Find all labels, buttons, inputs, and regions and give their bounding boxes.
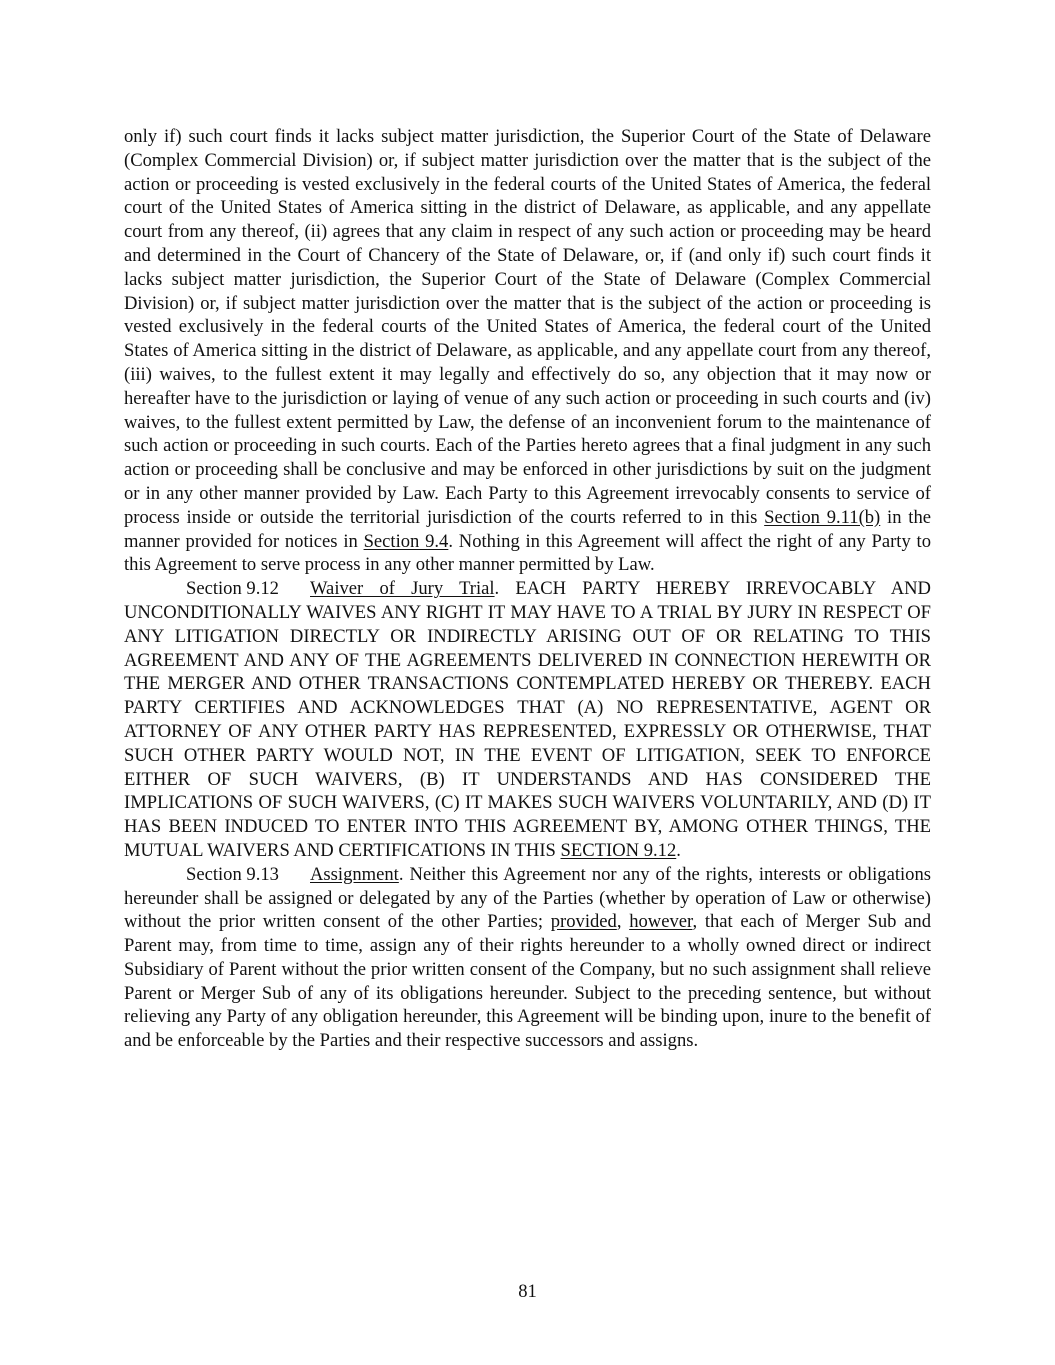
however-term: however: [629, 911, 693, 933]
section-9-12-reference: SECTION 9.12: [560, 839, 677, 861]
section-body: . EACH PARTY HEREBY IRREVOCABLY AND UNCONDITIONALLY WAIVES ANY RIGHT IT MAY HAVE TO A TRIAL BY JURY IN RESPECT OF ANY LITIGATION DIRECTLY OR INDIRECTLY ARISING OUT OF OR RELATING TO THIS AGREEMENT AND ANY OF THE AGREEMENTS DELIVERED IN CONNECTION HEREWITH OR THE MERGER AND OTHER TRANSACTIONS CONTEMPLATED HEREBY OR THEREBY. EACH PARTY CERTIFIES AND ACKNOWLEDGES THAT (A) NO REPRESENTATIVE, AGENT OR ATTORNEY OF ANY OTHER PARTY HAS REPRESENTED, EXPRESSLY OR OTHERWISE, THAT SUCH OTHER PARTY WOULD NOT, IN THE EVENT OF LITIGATION, SEEK TO ENFORCE EITHER OF SUCH WAIVERS, (B) IT UNDERSTANDS AND HAS CONSIDERED THE IMPLICATIONS OF SUCH WAIVERS, (C) IT MAKES SUCH WAIVERS VOLUNTARILY, AND (D) IT HAS BEEN INDUCED TO ENTER INTO THIS AGREEMENT BY, AMONG OTHER THINGS, THE MUTUAL WAIVERS AND CERTIFICATIONS IN THIS: [124, 578, 931, 861]
page-number: 81: [518, 1281, 537, 1302]
section-number: Section 9.13: [186, 863, 279, 885]
paragraph-text: only if) such court finds it lacks subject matter jurisdiction, the Superior Court of the State of Delaware (Complex Commercial Division) or, if subject matter jurisdiction over the matter that is the subject of the action or proceeding is vested exclusively in the federal courts of the United States of America, the federal court of the United States of America sitting in the district of Delaware, as applicable, and any appellate court from any thereof, (ii) agrees that any claim in respect of any such action or proceeding may be heard and determined in the Court of Chancery of the State of Delaware, or, if (and only if) such court finds it lacks subject matter jurisdiction, the Superior Court of the State of Delaware (Complex Commercial Division) or, if subject matter jurisdiction over the matter that is the subject of the action or proceeding is vested exclusively in the federal courts of the United States of America, the federal court of the United States of America sitting in the district of Delaware, as applicable, and any appellate court from any thereof, (iii) waives, to the fullest extent it may legally and effectively do so, any objection that it may now or hereafter have to the jurisdiction or laying of venue of any such action or proceeding in such courts and (iv) waives, to the fullest extent permitted by Law, the defense of an inconvenient forum to the maintenance of such action or proceeding in such courts. Each of the Parties hereto agrees that a final judgment in any such action or proceeding shall be conclusive and may be enforced in other jurisdictions by suit on the judgment or in any other manner provided by Law. Each Party to this Agreement irrevocably consents to service of process inside or outside the territorial jurisdiction of the courts referred to in this: [124, 126, 931, 528]
provided-term: provided: [550, 911, 617, 933]
section-9-11b-reference: Section 9.11(b): [764, 506, 881, 528]
document-page: [124, 125, 931, 1053]
section-9-13-paragraph: [124, 863, 931, 1053]
paragraph-text: in the manner provided for notices in: [124, 506, 932, 552]
section-number: Section 9.12: [186, 578, 279, 600]
section-body-end: .: [676, 839, 681, 861]
section-body: ,: [616, 911, 630, 933]
section-title: Waiver of Jury Trial: [310, 578, 495, 600]
section-9-12-paragraph: [124, 577, 931, 863]
jurisdiction-paragraph: [124, 125, 931, 577]
section-body: , that each of Merger Sub and Parent may, from time to time, assign any of their rights hereunder to a wholly owned direct or indirect Subsidiary of Parent without the prior written consent of the Company, but no such assignment shall relieve Parent or Merger Sub of any of its obligations hereunder. Subject to the preceding sentence, but without relieving any Party of any obligation hereunder, this Agreement will be binding upon, inure to the benefit of and be enforceable by the Parties and their respective successors and assigns.: [124, 911, 931, 1052]
paragraph-text: . Nothing in this Agreement will affect the right of any Party to this Agreement to serve process in any other manner permitted by Law.: [124, 530, 931, 576]
section-9-4-reference: Section 9.4: [363, 530, 449, 552]
section-body: . Neither this Agreement nor any of the rights, interests or obligations hereunder shall be assigned or delegated by any of the Parties (whether by operation of Law or otherwise) without the prior written consent of the other Parties;: [124, 863, 931, 933]
section-title: Assignment: [310, 863, 399, 885]
